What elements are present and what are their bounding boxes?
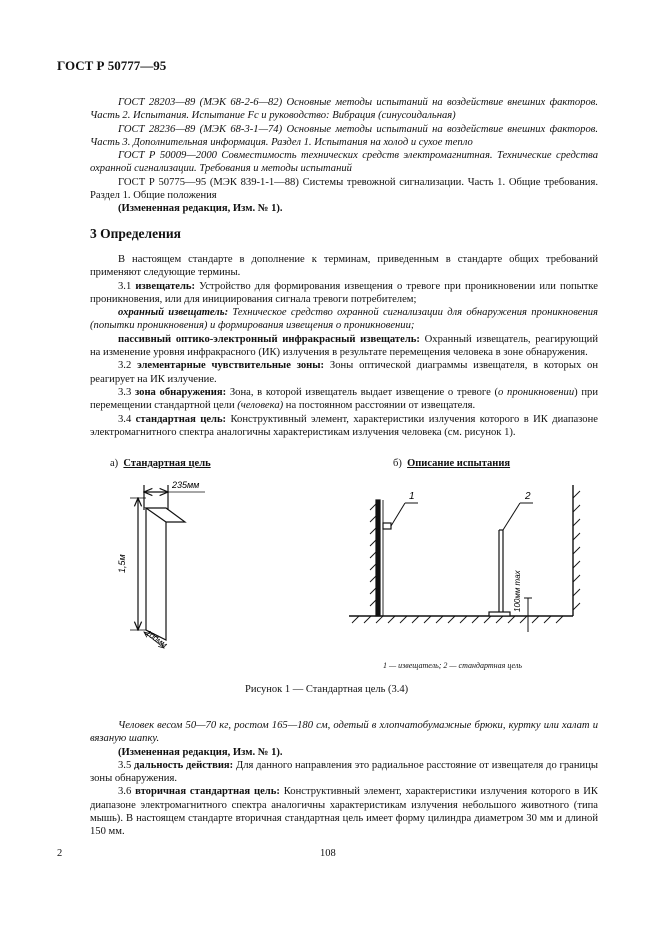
def-term: элементарные чувствительные зоны: bbox=[137, 360, 325, 372]
callout-2-leader bbox=[503, 503, 520, 530]
ref-item: ГОСТ 28236—89 (МЭК 68-3-1—74) Основные методы испытаний на воздействие внешних факторов. Часть 3. Дополнительная информация. Раздел 1. Испытания на холод и сухое тепло bbox=[90, 123, 598, 148]
ref-item: ГОСТ Р 50009—2000 Совместимость технических средств электромагнитная. Технические средства охранной сигнализации. Требования и методы испытаний bbox=[90, 150, 598, 175]
page-number-center: 108 bbox=[320, 848, 336, 859]
continuation-block bbox=[90, 719, 598, 839]
height-dim-label: 1,5м bbox=[117, 554, 127, 573]
def-text: Конструктивный элемент, характеристики излучения которого в ИК диапазоне электромагнитного спектра аналогичны характеристикам излучения небольшого животного (типа мышь). В настоящем стандарте вторичная стандартная цель имеет форму цилиндра диаметром 30 мм и длиной 150 мм. bbox=[90, 786, 598, 838]
figure-caption: Рисунок 1 — Стандартная цель (3.4) bbox=[245, 684, 409, 695]
def-number: 3.1 bbox=[118, 280, 132, 292]
figure-a-label: а) bbox=[110, 458, 119, 469]
depth-dim-label: 100мм bbox=[143, 628, 169, 650]
def-text: Конструктивный элемент, характеристики излучения которого в ИК диапазоне электромагнитного спектра аналогичны характеристикам излучения человека (см. рисунок 1). bbox=[90, 413, 598, 438]
def-term: стандартная цель: bbox=[135, 413, 227, 425]
def-text: ) при перемещении стандартной цели bbox=[90, 386, 598, 412]
def-term: пассивный оптико-электронный инфракрасный извещатель: bbox=[118, 333, 420, 345]
def-text: Зона, в которой извещатель выдает извещение о тревоге ( bbox=[229, 386, 499, 398]
page-header: ГОСТ Р 50777—95 bbox=[57, 58, 167, 73]
definition-passive-ir bbox=[90, 333, 598, 360]
def-number: 3.2 bbox=[118, 360, 132, 372]
ref-item: ГОСТ 28203—89 (МЭК 68-2-6—82) Основные методы испытаний на воздействие внешних факторов. Часть 2. Испытания. Испытание Fc и руководство: Вибрация (синусоидальная) bbox=[90, 97, 598, 122]
figure-1-drawing bbox=[0, 470, 661, 670]
detector-body bbox=[383, 523, 391, 529]
figure-a-name: Стандартная цель bbox=[123, 458, 211, 469]
def-text: Зоны оптической диаграммы извещателя, в которых он реагирует на ИК излучение. bbox=[90, 360, 599, 385]
definition-3-3 bbox=[90, 386, 598, 413]
references-block bbox=[90, 96, 598, 216]
def-term: дальность действия: bbox=[134, 759, 234, 771]
def-text: Охранный извещатель, реагирующий на изменение уровня инфракрасного (ИК) излучения в результате перемещения человека в зоне обнаружения. bbox=[90, 333, 598, 359]
def-term: извещатель: bbox=[135, 280, 196, 292]
def-text-italic: о проникновении bbox=[498, 386, 575, 398]
def-term: охранный извещатель: bbox=[118, 307, 229, 319]
figure-b-name: Описание испытания bbox=[407, 458, 511, 469]
figure-a-title bbox=[110, 458, 211, 469]
right-wall-hatching bbox=[573, 491, 580, 610]
definition-guard-detector bbox=[90, 306, 598, 333]
definition-3-4 bbox=[90, 413, 598, 440]
target-top-face bbox=[146, 508, 185, 522]
ref-item: ГОСТ Р 50775—95 (МЭК 839-1-1—88) Системы тревожной сигнализации. Часть 1. Общие требования. Раздел 1. Общие положения bbox=[90, 176, 598, 202]
figure-b-title bbox=[393, 458, 510, 469]
amendment-note: (Измененная редакция, Изм. № 1). bbox=[118, 746, 283, 758]
left-wall bbox=[376, 500, 380, 616]
callout-1: 1 bbox=[409, 491, 415, 502]
def-number: 3.4 bbox=[118, 413, 132, 425]
target-front-face bbox=[146, 508, 166, 640]
def-number: 3.3 bbox=[118, 386, 132, 398]
callout-1-leader bbox=[391, 503, 405, 526]
left-wall-hatching bbox=[370, 504, 376, 606]
definition-3-1 bbox=[90, 280, 598, 307]
definition-3-2 bbox=[90, 359, 598, 386]
max-height-label: 100мм max bbox=[513, 570, 522, 612]
person-note: Человек весом 50—70 кг, ростом 165—180 см, одетый в хлопчатобумажные брюки, куртку или халат и вязаную шапку. bbox=[90, 720, 598, 745]
definitions-block bbox=[90, 253, 598, 439]
floor-hatching bbox=[352, 616, 563, 623]
def-text: на постоянном расстоянии от извещателя. bbox=[283, 400, 476, 412]
section-title: 3 Определения bbox=[90, 226, 181, 241]
target-base bbox=[489, 612, 510, 616]
intro-paragraph: В настоящем стандарте в дополнение к терминам, приведенным в стандарте общих требований применяют следующие термины. bbox=[90, 254, 598, 279]
figure-b-label: б) bbox=[393, 458, 402, 469]
page-number-left: 2 bbox=[57, 848, 63, 859]
def-text: Для данного направления это радиальное расстояние от извещателя до границы зоны обнаружения. bbox=[90, 759, 598, 785]
definition-3-6 bbox=[90, 785, 598, 838]
amendment-note: (Измененная редакция, Изм. № 1). bbox=[118, 203, 283, 215]
def-text-italic: (человека) bbox=[237, 400, 284, 412]
def-number: 3.6 bbox=[118, 786, 132, 798]
def-number: 3.5 bbox=[118, 759, 132, 771]
definition-3-5 bbox=[90, 759, 598, 786]
callout-2: 2 bbox=[525, 491, 531, 502]
test-setup-figure bbox=[349, 485, 580, 632]
def-text: Устройство для формирования извещения о тревоге при проникновении или попытке проникновения, или для инициирования сигнала тревоги потребителем; bbox=[90, 280, 598, 305]
def-term: зона обнаружения: bbox=[134, 386, 227, 398]
def-term: вторичная стандартная цель: bbox=[135, 786, 280, 798]
width-dim-label: 235мм bbox=[172, 480, 200, 490]
figure-legend: 1 — извещатель; 2 — стандартная цель bbox=[383, 661, 523, 670]
standard-target-figure bbox=[130, 485, 205, 648]
def-text: Техническое средство охранной сигнализации для обнаружения проникновения (попытки проникновения) и формирования извещения о проникновении; bbox=[90, 307, 598, 332]
